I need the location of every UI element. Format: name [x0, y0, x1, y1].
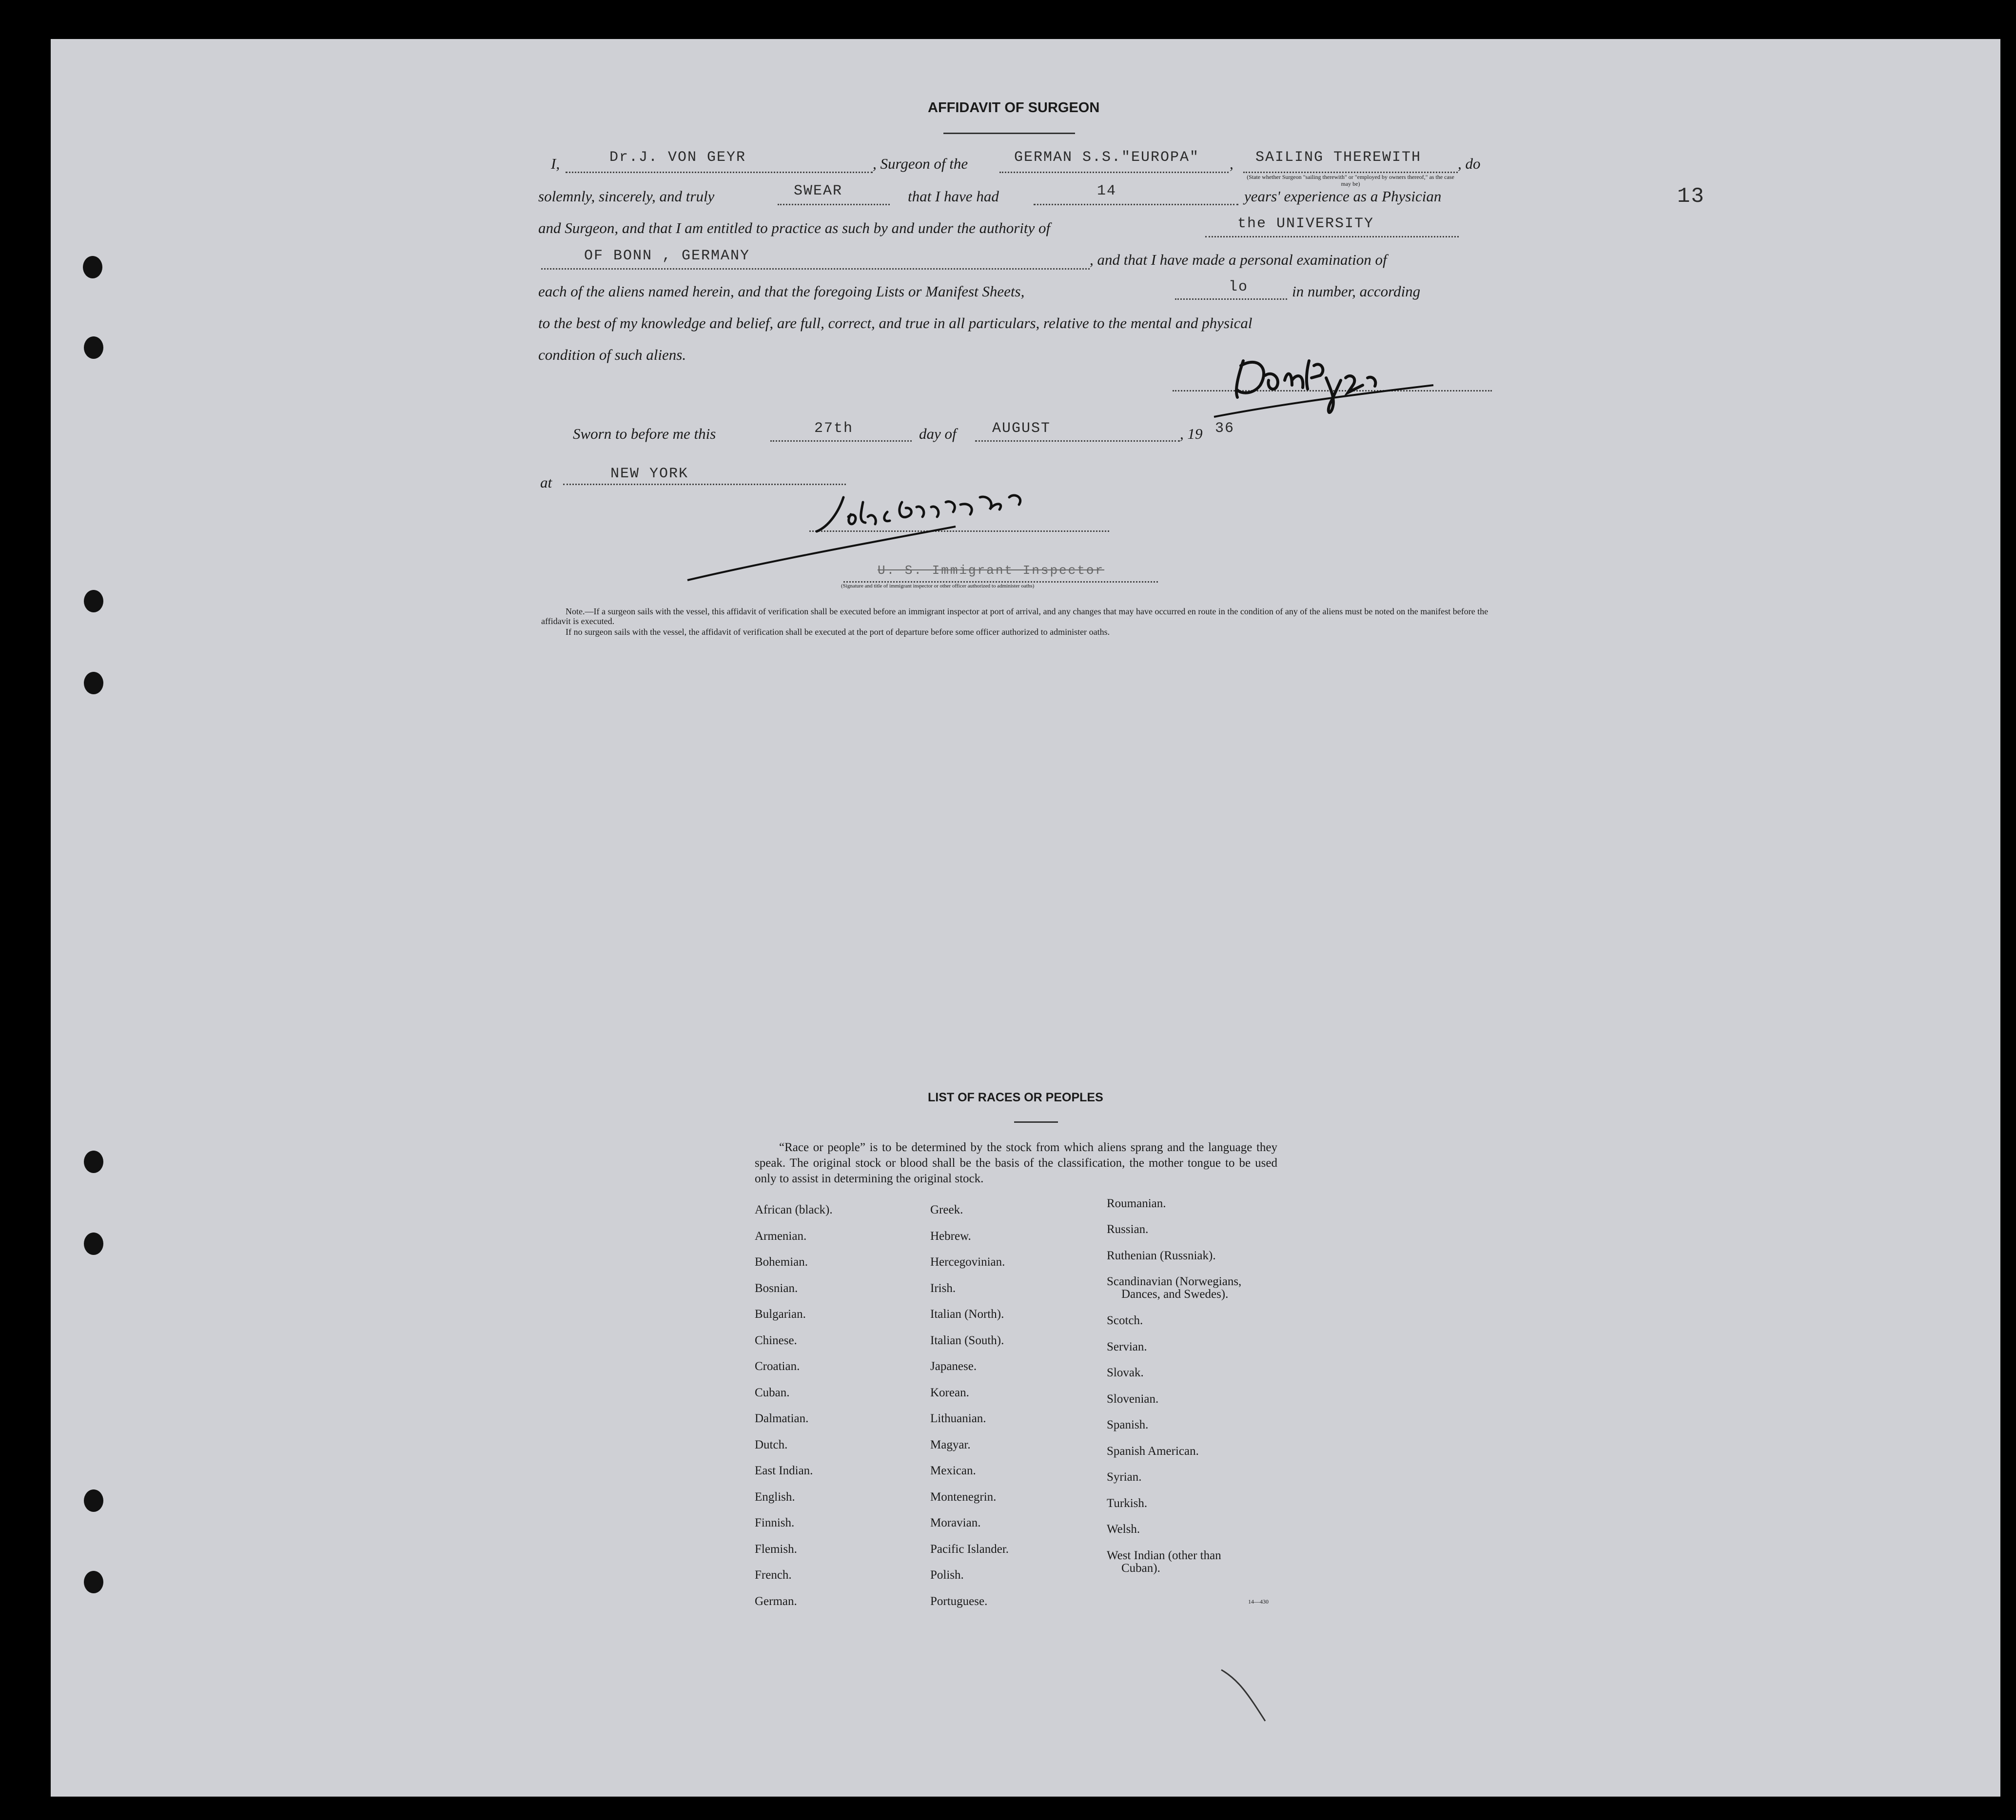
- race-item: Roumanian.: [1107, 1197, 1166, 1210]
- punch-hole: [84, 1489, 103, 1512]
- race-item: Hercegovinian.: [930, 1255, 1005, 1269]
- race-item: Welsh.: [1107, 1523, 1140, 1536]
- race-item: West Indian (other than: [1107, 1549, 1221, 1562]
- authority-2: OF BONN , GERMANY: [584, 248, 750, 264]
- race-item: Italian (South).: [930, 1333, 1004, 1347]
- fill-line-years: [1034, 204, 1238, 205]
- form-number: 14—430: [1248, 1598, 1269, 1605]
- race-item: Moravian.: [930, 1516, 981, 1529]
- sworn-day: 27th: [814, 420, 854, 437]
- text-solemnly: solemnly, sincerely, and truly: [538, 188, 715, 205]
- fill-line-vessel: [999, 172, 1229, 173]
- document-sheet: [51, 39, 2000, 1797]
- race-item: African (black).: [755, 1203, 833, 1216]
- race-item: Magyar.: [930, 1438, 971, 1451]
- race-item: French.: [755, 1568, 792, 1582]
- race-item: Greek.: [930, 1203, 963, 1216]
- sworn-place: NEW YORK: [610, 466, 689, 482]
- text-that-i-have-had: that I have had: [908, 188, 999, 205]
- oath-type: SWEAR: [794, 183, 843, 199]
- signature-caption: (Signature and title of immigrant inspector or other officer authorized to administer oaths): [841, 583, 1035, 589]
- race-item: Montenegrin.: [930, 1490, 997, 1504]
- race-item: Polish.: [930, 1568, 964, 1582]
- race-item: Dutch.: [755, 1438, 788, 1451]
- races-title-underline: [1014, 1121, 1058, 1123]
- fill-line-authority-2: [541, 268, 1090, 270]
- authority-1: the UNIVERSITY: [1237, 215, 1374, 232]
- race-item: Dances, and Swedes).: [1121, 1288, 1229, 1301]
- text-i: I,: [551, 155, 560, 172]
- surgeon-signature: [1180, 332, 1453, 429]
- race-item: Slovak.: [1107, 1366, 1144, 1379]
- pencil-mark: [1219, 1667, 1277, 1726]
- text-surgeon-of-the: , Surgeon of the: [873, 155, 968, 172]
- fill-line-sailing: [1243, 172, 1458, 173]
- fill-line-day: [770, 440, 912, 442]
- race-item: Irish.: [930, 1281, 956, 1295]
- title-underline: [943, 133, 1075, 134]
- race-item: Syrian.: [1107, 1470, 1142, 1484]
- race-item: Servian.: [1107, 1340, 1147, 1353]
- text-condition: condition of such aliens.: [538, 346, 686, 363]
- years-experience: 14: [1097, 183, 1117, 199]
- race-item: Korean.: [930, 1386, 969, 1399]
- races-title: LIST OF RACES OR PEOPLES: [928, 1091, 1103, 1104]
- text-best-of-knowledge: to the best of my knowledge and belief, are full, correct, and true in all particulars, relative to the mental and physical: [538, 314, 1253, 332]
- punch-hole: [83, 256, 102, 278]
- races-column-1: [755, 1197, 833, 1614]
- race-item: Cuban.: [755, 1386, 790, 1399]
- race-item: Bohemian.: [755, 1255, 808, 1269]
- text-do: , do: [1458, 155, 1481, 172]
- race-item: Finnish.: [755, 1516, 795, 1529]
- text-day-of: day of: [919, 425, 957, 442]
- punch-hole: [84, 1151, 103, 1173]
- race-item: Croatian.: [755, 1360, 800, 1373]
- text-personal-examination: , and that I have made a personal examination of: [1090, 251, 1387, 268]
- text-aliens-named: each of the aliens named herein, and that the foregoing Lists or Manifest Sheets,: [538, 283, 1025, 300]
- race-item: Flemish.: [755, 1542, 797, 1556]
- races-intro: “Race or people” is to be determined by the stock from which aliens sprang and the language they speak. The original stock or blood shall be the basis of the classification, the mother tongue to be used only to assist in determining the original stock.: [755, 1141, 1277, 1185]
- race-item: German.: [755, 1594, 797, 1608]
- fill-line-month: [975, 440, 1180, 442]
- race-item: Cuban).: [1121, 1562, 1160, 1575]
- race-item: Italian (North).: [930, 1308, 1004, 1321]
- race-item: Scandinavian (Norwegians,: [1107, 1275, 1242, 1288]
- inspector-signature-line-2: [843, 581, 1158, 583]
- race-item: English.: [755, 1490, 795, 1504]
- race-item: Slovenian.: [1107, 1392, 1159, 1406]
- race-item: Lithuanian.: [930, 1412, 986, 1425]
- fill-line-sheets: [1175, 298, 1287, 300]
- race-item: Spanish.: [1107, 1418, 1149, 1431]
- race-item: Dalmatian.: [755, 1412, 809, 1425]
- punch-hole: [84, 672, 103, 694]
- race-item: Chinese.: [755, 1333, 797, 1347]
- race-item: Mexican.: [930, 1464, 976, 1477]
- punch-hole: [84, 336, 103, 359]
- race-item: Pacific Islander.: [930, 1542, 1009, 1556]
- text-authority: and Surgeon, and that I am entitled to practice as such by and under the authority of: [538, 219, 1051, 236]
- race-item: Scotch.: [1107, 1314, 1143, 1327]
- punch-hole: [84, 1571, 103, 1593]
- surgeon-name: Dr.J. VON GEYR: [609, 149, 746, 166]
- race-item: Japanese.: [930, 1360, 977, 1373]
- text-sworn: Sworn to before me this: [573, 425, 716, 442]
- race-item: Armenian.: [755, 1229, 807, 1243]
- note-1: Note.—If a surgeon sails with the vessel, this affidavit of verification shall be executed before an immigrant inspector at port of arrival, and any changes that may have occurred en route in the condition of any of the aliens must be noted on the manifest before the affidavit is executed.: [541, 607, 1488, 626]
- sheets-count: lo: [1229, 279, 1249, 295]
- sworn-month: AUGUST: [992, 420, 1051, 437]
- text-year-prefix: , 19: [1180, 425, 1203, 442]
- race-item: Ruthenian (Russniak).: [1107, 1249, 1216, 1262]
- affidavit-title: AFFIDAVIT OF SURGEON: [928, 100, 1100, 116]
- race-item: Bosnian.: [755, 1281, 798, 1295]
- races-column-2: [930, 1197, 1009, 1614]
- race-item: Turkish.: [1107, 1497, 1148, 1510]
- race-item: Hebrew.: [930, 1229, 971, 1243]
- punch-hole: [84, 590, 103, 612]
- race-item: Spanish American.: [1107, 1445, 1199, 1458]
- fill-line-name: [566, 172, 873, 173]
- page-number: 13: [1677, 184, 1705, 209]
- race-item: Russian.: [1107, 1223, 1149, 1236]
- race-item: Portuguese.: [930, 1594, 988, 1608]
- text-at: at: [540, 474, 552, 491]
- text-comma: ,: [1230, 155, 1233, 172]
- sailing-note: (State whether Surgeon "sailing therewith" or "employed by owners thereof," as the case may be): [1247, 174, 1454, 187]
- sworn-year: 36: [1215, 420, 1235, 437]
- race-item: East Indian.: [755, 1464, 813, 1477]
- fill-line-authority-1: [1205, 236, 1459, 237]
- note-2: If no surgeon sails with the vessel, the affidavit of verification shall be executed at the port of departure before some officer authorized to administer oaths.: [566, 627, 1110, 637]
- text-in-number: in number, according: [1292, 283, 1421, 300]
- fill-line-oath: [778, 204, 890, 205]
- vessel-name: GERMAN S.S."EUROPA": [1014, 149, 1200, 166]
- punch-hole: [84, 1233, 103, 1255]
- text-years-experience: years' experience as a Physician: [1244, 188, 1442, 205]
- race-item: Bulgarian.: [755, 1308, 806, 1321]
- inspector-title: U. S. Immigrant Inspector: [878, 563, 1105, 578]
- sailing-status: SAILING THEREWITH: [1255, 149, 1422, 166]
